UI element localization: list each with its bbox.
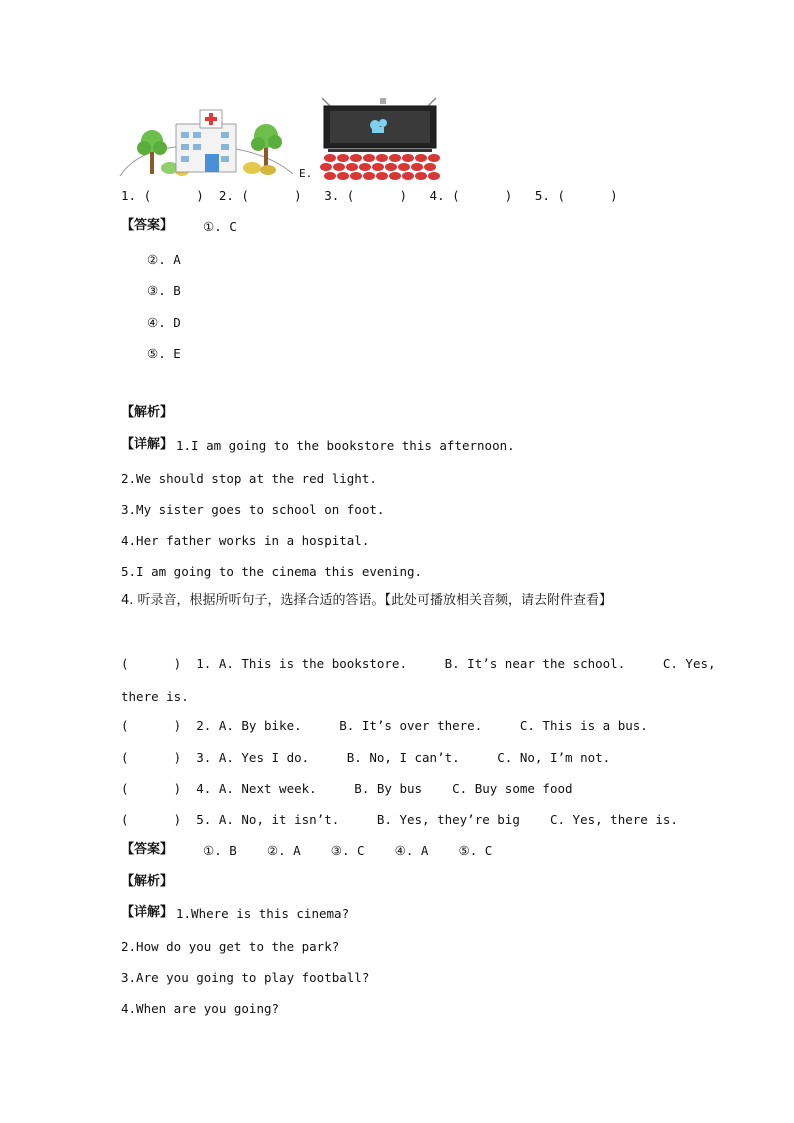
detail-line: 1.Where is this cinema? (176, 906, 350, 921)
question-item: ( ) 4. A. Next week. B. By bus C. Buy some food (121, 781, 573, 796)
detail-tag: 【详解】 (121, 437, 174, 452)
answer-item: ④. D (147, 315, 181, 330)
question-item: ( ) 2. A. By bike. B. It’s over there. C. This is a bus. (121, 718, 648, 733)
pictures-row (118, 96, 448, 182)
answer-item: ③. B (147, 283, 181, 298)
answer-tag: 【答案】 (121, 218, 174, 233)
answer-item: ①. C (203, 219, 237, 234)
question-item-continued: there is. (121, 689, 189, 704)
answer-blanks-line: 1. ( ) 2. ( ) 3. ( ) 4. ( ) 5. ( ) (121, 188, 618, 203)
answer-tag: 【答案】 (121, 842, 174, 857)
answers-line: ①. B ②. A ③. C ④. A ⑤. C (203, 843, 493, 858)
detail-line: 3.Are you going to play football? (121, 970, 370, 985)
question-item: ( ) 5. A. No, it isn’t. B. Yes, they’re big C. Yes, there is. (121, 812, 678, 827)
question-item: ( ) 1. A. This is the bookstore. B. It’s near the school. C. Yes, (121, 656, 716, 671)
question-item: ( ) 3. A. Yes I do. B. No, I can’t. C. No, I’m not. (121, 750, 611, 765)
detail-line: 1.I am going to the bookstore this afternoon. (176, 438, 515, 453)
detail-line: 4.When are you going? (121, 1001, 280, 1016)
cinema-picture (320, 98, 440, 180)
hospital-picture (120, 110, 293, 176)
detail-tag: 【详解】 (121, 905, 174, 920)
detail-line: 3.My sister goes to school on foot. (121, 502, 385, 517)
answer-item: ②. A (147, 252, 181, 267)
question-4-instruction: 4. 听录音，根据所听句子，选择合适的答语。【此处可播放相关音频，请去附件查看】 (121, 593, 613, 608)
detail-line: 5.I am going to the cinema this evening. (121, 564, 423, 579)
pictures-svg (118, 96, 448, 182)
detail-line: 2.How do you get to the park? (121, 939, 340, 954)
picture-e-label: E. (299, 167, 313, 180)
answer-item: ⑤. E (147, 346, 181, 361)
detail-line: 2.We should stop at the red light. (121, 471, 377, 486)
analysis-tag: 【解析】 (121, 405, 174, 420)
analysis-tag: 【解析】 (121, 874, 174, 889)
detail-line: 4.Her father works in a hospital. (121, 533, 370, 548)
